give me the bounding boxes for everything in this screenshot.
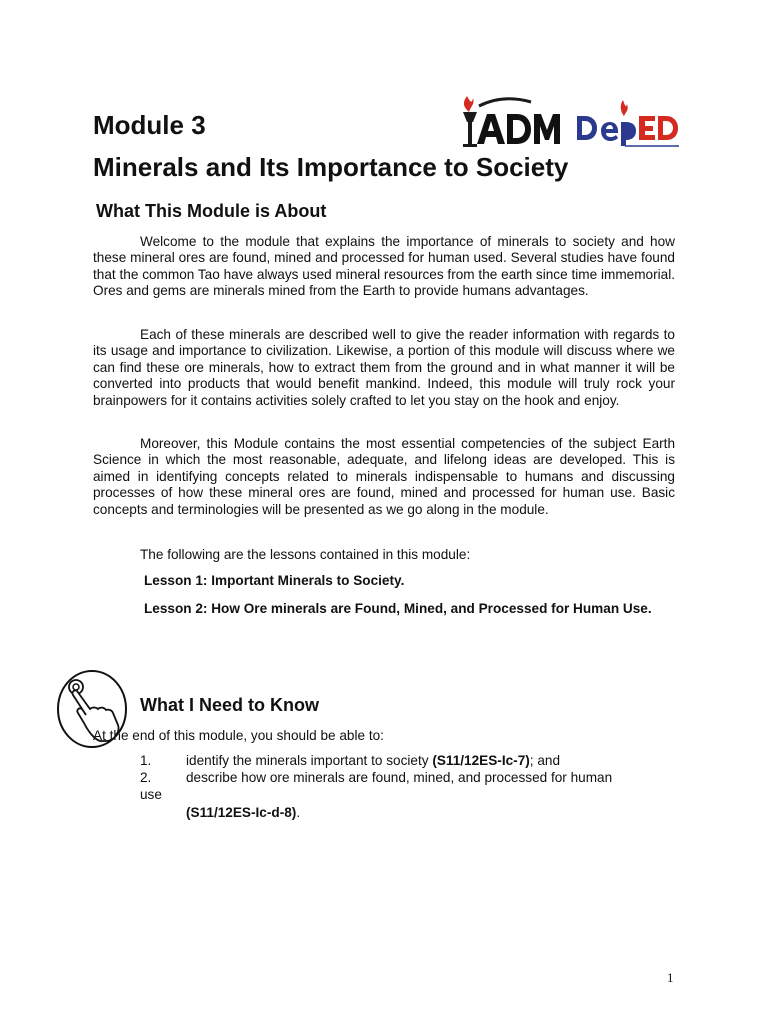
objective-1-code: (S11/12ES-Ic-7) [432,753,530,768]
page-number: 1 [667,970,674,985]
objective-2-number: 2. [140,770,152,785]
logos [455,92,685,152]
lesson-2: Lesson 2: How Ore minerals are Found, Mined, and Processed for Human Use. [144,601,652,616]
lessons-intro: The following are the lessons contained in this module: [140,547,471,562]
objective-2-code-line [186,805,300,821]
section-heading-need-to-know: What I Need to Know [140,695,319,715]
objective-2-suffix: . [296,805,301,820]
module-number: Module 3 [93,110,206,140]
about-paragraph-2: Each of these minerals are described well to give the reader information with regards to its usage and importance to civilization. Likewise, a portion of this module will discuss where we can find these ore minerals, how to extract them from the ground and in what manner it will be converted into products that would benefit mankind. Indeed, this module will truly rock your brainpowers for it contains activities solely crafted to let you stay on the hook and enjoy. [93,327,675,408]
objective-1-number: 1. [140,753,152,768]
objective-1-text: identify the minerals important to society [186,753,433,768]
about-paragraph-3: Moreover, this Module contains the most essential competencies of the subject Earth Science in which the most reasonable, adequate, and lifelong ideas are developed. This is aimed in identifying concepts related to minerals indispensable to humans and discussing processes of how these mineral ores are found, mined and processed for human use. Basic concepts and terminologies will be presented as we go along in the module. [93,436,675,517]
lesson-1: Lesson 1: Important Minerals to Society. [144,573,405,588]
section-heading-about: What This Module is About [96,201,327,221]
objective-1 [186,753,560,769]
objective-2-text: describe how ore minerals are found, mined, and processed for human [186,770,613,785]
objective-2-code: (S11/12ES-Ic-d-8) [186,805,297,820]
module-title: Minerals and Its Importance to Society [93,152,569,182]
objectives-intro: At the end of this module, you should be able to: [93,728,384,743]
objective-2-continuation: use [140,787,162,802]
objective-1-suffix: ; and [529,753,561,768]
adm-logo [463,96,560,147]
deped-logo [577,100,679,146]
about-paragraph-1: Welcome to the module that explains the importance of minerals to society and how these mineral ores are found, mined and processed for human used. Several studies have found that the common Tao have always used mineral resources from the earth since time immemorial. Ores and gems are minerals mined from the Earth to provide humans advantages. [93,234,675,299]
